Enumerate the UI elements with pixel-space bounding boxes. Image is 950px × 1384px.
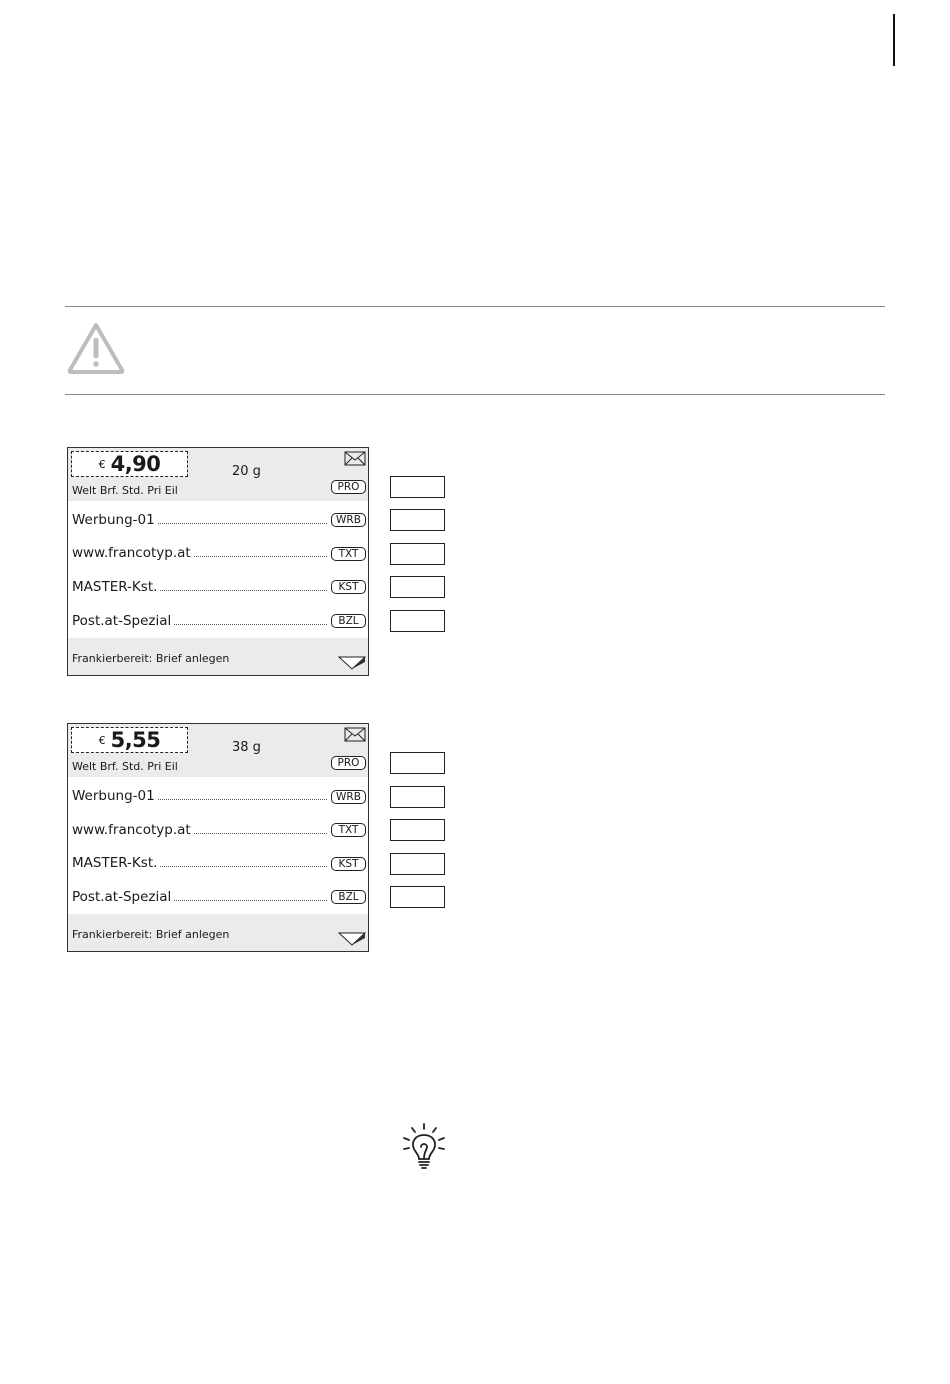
top-divider xyxy=(65,306,885,307)
soft-key-3[interactable] xyxy=(390,543,445,565)
display-screen-2 xyxy=(67,723,369,952)
txt-tag[interactable]: TXT xyxy=(331,547,366,561)
postage-amount: 5,55 xyxy=(110,728,161,752)
row-label: www.francotyp.at xyxy=(72,822,191,838)
row-label: www.francotyp.at xyxy=(72,545,191,561)
list-item xyxy=(72,512,327,530)
product-label: Welt Brf. Std. Pri Eil xyxy=(72,484,178,497)
weight-value: 20 g xyxy=(232,464,261,479)
row-label: Werbung-01 xyxy=(72,788,155,804)
page-corner-icon[interactable] xyxy=(338,932,366,946)
soft-key-5[interactable] xyxy=(390,886,445,908)
warning-triangle-icon xyxy=(66,321,126,375)
lightbulb-icon xyxy=(400,1122,448,1170)
dot-leader xyxy=(194,822,327,834)
bzl-tag[interactable]: BZL xyxy=(331,614,366,628)
soft-key-5[interactable] xyxy=(390,610,445,632)
row-label: Post.at-Spezial xyxy=(72,613,172,629)
dot-leader xyxy=(160,855,327,867)
pro-tag[interactable]: PRO xyxy=(331,756,366,770)
page-corner-icon[interactable] xyxy=(338,656,366,670)
bzl-tag[interactable]: BZL xyxy=(331,890,366,904)
dot-leader xyxy=(174,613,327,625)
soft-key-2[interactable] xyxy=(390,509,445,531)
kst-tag[interactable]: KST xyxy=(331,580,366,594)
status-text: Frankierbereit: Brief anlegen xyxy=(72,928,230,941)
postage-amount: 4,90 xyxy=(110,452,161,476)
soft-key-4[interactable] xyxy=(390,576,445,598)
row-label: MASTER-Kst. xyxy=(72,855,158,871)
display-screen-1 xyxy=(67,447,369,676)
dot-leader xyxy=(174,889,327,901)
envelope-icon xyxy=(344,451,366,466)
list-item xyxy=(72,788,327,806)
dot-leader xyxy=(158,512,327,524)
soft-key-2[interactable] xyxy=(390,786,445,808)
soft-key-4[interactable] xyxy=(390,853,445,875)
kst-tag[interactable]: KST xyxy=(331,857,366,871)
currency-symbol: € xyxy=(98,733,106,747)
dot-leader xyxy=(160,579,327,591)
list-item xyxy=(72,613,327,631)
row-label: Werbung-01 xyxy=(72,512,155,528)
status-text: Frankierbereit: Brief anlegen xyxy=(72,652,230,665)
list-item xyxy=(72,545,327,563)
wrb-tag[interactable]: WRB xyxy=(331,513,366,527)
postage-amount-box xyxy=(71,727,188,753)
row-label: MASTER-Kst. xyxy=(72,579,158,595)
list-item xyxy=(72,822,327,840)
list-item xyxy=(72,579,327,597)
row-label: Post.at-Spezial xyxy=(72,889,172,905)
list-item xyxy=(72,889,327,907)
soft-key-1[interactable] xyxy=(390,476,445,498)
page-edge-marker xyxy=(893,14,895,66)
product-label: Welt Brf. Std. Pri Eil xyxy=(72,760,178,773)
envelope-icon xyxy=(344,727,366,742)
list-item xyxy=(72,855,327,873)
pro-tag[interactable]: PRO xyxy=(331,480,366,494)
txt-tag[interactable]: TXT xyxy=(331,823,366,837)
dot-leader xyxy=(158,788,327,800)
dot-leader xyxy=(194,545,327,557)
currency-symbol: € xyxy=(98,457,106,471)
bottom-divider xyxy=(65,394,885,395)
soft-key-1[interactable] xyxy=(390,752,445,774)
wrb-tag[interactable]: WRB xyxy=(331,790,366,804)
weight-value: 38 g xyxy=(232,740,261,755)
soft-key-3[interactable] xyxy=(390,819,445,841)
postage-amount-box xyxy=(71,451,188,477)
